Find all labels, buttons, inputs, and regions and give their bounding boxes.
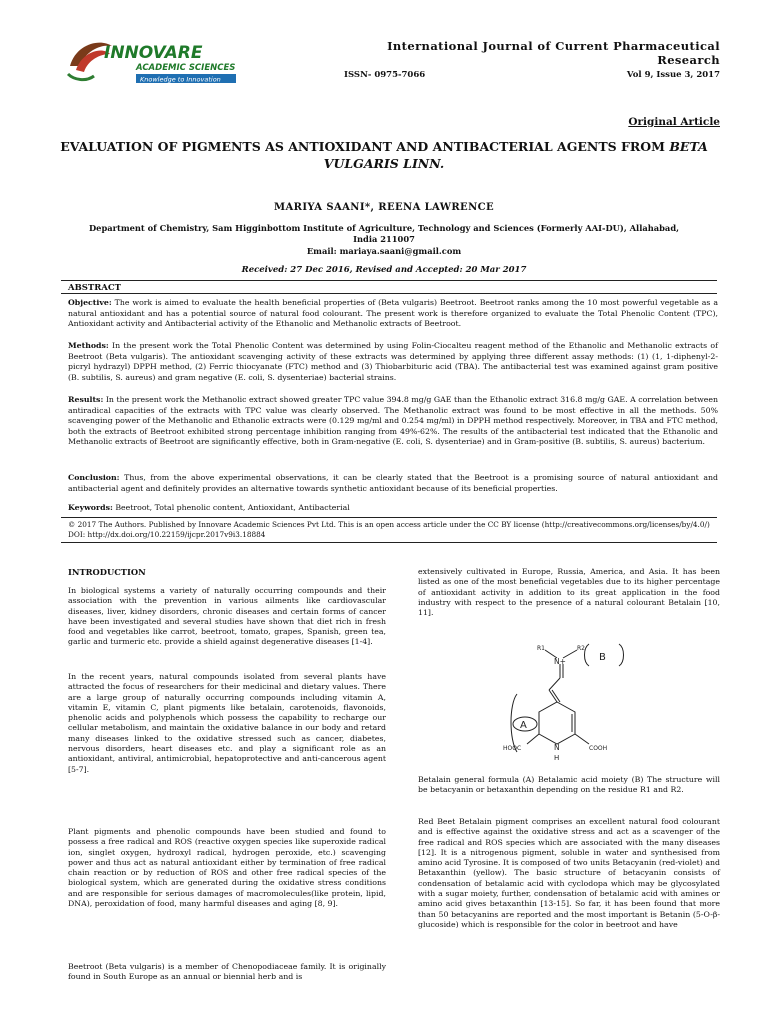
copyright-text: © 2017 The Authors. Published by Innovare Academic Sciences Pvt Ltd. This is an open access article under the CC BY license (http://creativecommons.org/licenses/by/4.0/) [68,520,710,529]
journal-title: International Journal of Current Pharmaceutical Research [387,39,720,67]
divider [61,542,717,543]
intro-para-2: In the recent years, natural compounds isolated from several plants have attracted the focus of researchers for their medicinal and dietary values. There are a large group of naturally occurring compounds including vitamin A, vitamin E, vitamin C, plant pigments like betalain, carotenoids, flavonoids, phenolic acids and polyphenols which possess the capability to recharge our cellular metabolism, and maintain the oxidative balance in our body and retard many diseases linked to the oxidative stressed such as cancer, diabetes, nervous disorders, heart diseases etc. and play a significant role as an antioxidant, antiviral, antimicrobial, hepatoprotective and anti-cancerous agent [5-7]. [68,672,386,774]
intro-para-4: Beetroot (Beta vulgaris) is a member of Chenopodiaceae family. It is originally found in South Europe as an annual or biennial herb and is [68,962,386,982]
logo-graphic [66,36,244,90]
figure-label-b: B [599,652,606,663]
objective-label: Objective: [68,298,112,307]
received-dates: Received: 27 Dec 2016, Revised and Accepted: 20 Mar 2017 [241,265,527,275]
abstract-conclusion [68,473,718,494]
figure-n-plus: N+ [554,657,566,666]
paper-title-main: EVALUATION OF PIGMENTS AS ANTIOXIDANT AND ANTIBACTERIAL AGENTS FROM [60,139,670,154]
logo-text: INNOVARE [104,43,203,63]
figure-h: H [554,754,560,762]
right-para-1: extensively cultivated in Europe, Russia, America, and Asia. It has been listed as one of the most beneficial vegetables due to its higher percentage of antioxidant activity in addition to its great application in the food industry with respect to the presence of a natural colourant Betalain [10, 11]. [418,567,720,618]
logo-subtext: ACADEMIC SCIENCES [136,63,236,73]
publisher-logo [66,36,244,90]
figure-r1: R1 [537,645,545,652]
figure-hooc: HOOC [503,745,522,752]
methods-text: In the present work the Total Phenolic Content was determined by using Folin-Ciocalteu reagent method of the Ethanolic and Methanolic extracts of Beetroot (Beta vulgaris). The antioxidant scavenging activity of these extracts was determined by applying three different assay methods: (1) (1, 1-diphenyl-2-picryl hydrazyl) DPPH method, (2) Ferric thiocyanate (FTC) method and (3) Thiobarbituric acid (TBA). The antibacterial test was examined against gram positive (B. subtilis, S. aureus) and gram negative (E. coli, S. dysenteriae) bacterial strains. [68,341,718,382]
abstract-heading: ABSTRACT [68,283,121,293]
figure-label-a: A [520,720,527,731]
betalain-structure-figure [497,640,647,770]
divider [61,280,717,281]
betalain-structure [497,640,647,770]
figure-cooh: COOH [589,745,608,752]
abstract-keywords [68,503,718,514]
divider [61,517,717,518]
divider [61,293,717,294]
volume-issue: Vol 9, Issue 3, 2017 [626,70,720,80]
objective-text: The work is aimed to evaluate the health beneficial properties of (Beta vulgaris) Beetroot. Beetroot ranks among the 10 most powerful vegetable as a natural antioxidant and has a potential source of natural food colourant. The present work is therefore organized to evaluate the Total Phenolic Content (TPC), Antioxidant activity and Antibacterial activity of the Ethanolic and Methanolic extracts of Beetroot. [68,298,718,328]
abstract-results [68,395,718,448]
figure-r2: R2 [577,645,585,652]
methods-label: Methods: [68,341,109,350]
copyright [68,520,718,540]
intro-para-3: Plant pigments and phenolic compounds have been studied and found to possess a free radical and ROS (reactive oxygen species like superoxide radical ion, singlet oxygen, hydroxyl radical, hydrogen peroxide, etc.) scavenging power and thus act as natural antioxidant either by termination of free radical chain reaction or by reduction of ROS and other free radical species of the biological system, which are generated during the oxidative stress conditions and are responsible for serious damages of macromolecules(like protein, lipid, DNA), peroxidation of food, many harmful diseases and aging [8, 9]. [68,827,386,909]
article-type: Original Article [628,116,720,128]
keywords-label: Keywords: [68,503,113,512]
issn: ISSN- 0975-7066 [344,70,426,80]
figure-caption: Betalain general formula (A) Betalamic acid moiety (B) The structure will be betacyanin or betaxanthin depending on the residue R1 and R2. [418,775,720,795]
results-text: In the present work the Methanolic extract showed greater TPC value 394.8 mg/g GAE than the Ethanolic extract 316.8 mg/g GAE. A correlation between antiradical capacities of the extracts with TPC value was clearly observed. The Methanolic extract was found to be most effective in all the methods. 50% scavenging power of the Methanolic and Ethanolic extracts were (0.129 mg/ml and 0.254 mg/ml) in DPPH method respectively. Moreover, in TBA and FTC method, both the extracts of Beetroot exhibited strong percentage inhibition ranging from 49%-62%. The results of the antibacterial test indicated that the Ethanolic and Methanolic extracts of Beetroot are significantly effective, both in Gram-negative (E. coli, S. dysenteriae) and in Gram-positive (B. subtilis, S. aureus) bacterium. [68,395,718,446]
affiliation: Department of Chemistry, Sam Higginbottom Institute of Agriculture, Technology and Sciences (Formerly AAI-DU), Allahabad, India 211007 [88,223,680,244]
keywords-text: Beetroot, Total phenolic content, Antioxidant, Antibacterial [112,503,350,512]
doi-link[interactable]: DOI: http://dx.doi.org/10.22159/ijcpr.2017v9i3.18884 [68,530,266,539]
email: Email: mariaya.saani@gmail.com [306,246,462,256]
authors: MARIYA SAANI*, REENA LAWRENCE [273,202,495,213]
conclusion-text: Thus, from the above experimental observations, it can be clearly stated that the Beetroot is a promising source of natural antioxidant and antibacterial agent and definitely provides an alternative towards synthetic antioxidant because of its beneficial properties. [68,473,718,493]
figure-n: N [554,743,560,752]
intro-heading [68,567,386,578]
paper-title [60,138,708,172]
right-para-2: Red Beet Betalain pigment comprises an excellent natural food colourant and is effective against the oxidative stress and act as a scavenger of the free radical and ROS species which are associated with the many diseases [12]. It is a nitrogenous pigment, soluble in water and synthesised from amino acid Tyrosine. It is composed of two units Betacyanin (red-violet) and Betaxanthin (yellow). The basic structure of betacyanin consists of condensation of betalamic acid with cyclodopa which may be glycosylated with a sugar moiety, further, condensation of betalamic acid with amines or amino acid gives betaxanthin [13-15]. So far, it has been found that more than 50 betacyanins are reported and the most important is Betanin (5-O-β-glucoside) which is responsible for the color in beetroot and have [418,817,720,929]
paper-title-italic: BETA VULGARIS LINN. [323,139,708,171]
results-label: Results: [68,395,104,404]
conclusion-label: Conclusion: [68,473,120,482]
logo-tagline: Knowledge to Innovation [140,75,221,84]
intro-para-1: In biological systems a variety of naturally occurring compounds and their association with the prevention in various ailments like cardiovascular diseases, liver, kidney disorders, chronic diseases and certain forms of cancer have been investigated and several studies have shown that diet rich in fresh food and vegetables like carrot, beetroot, tomato, grapes, Spanish, green tea, garlic and turmeric etc. provide a shield against degenerative diseases [1-4]. [68,586,386,647]
section-heading: INTRODUCTION [68,567,146,577]
abstract-methods [68,341,718,383]
abstract-objective [68,298,718,330]
